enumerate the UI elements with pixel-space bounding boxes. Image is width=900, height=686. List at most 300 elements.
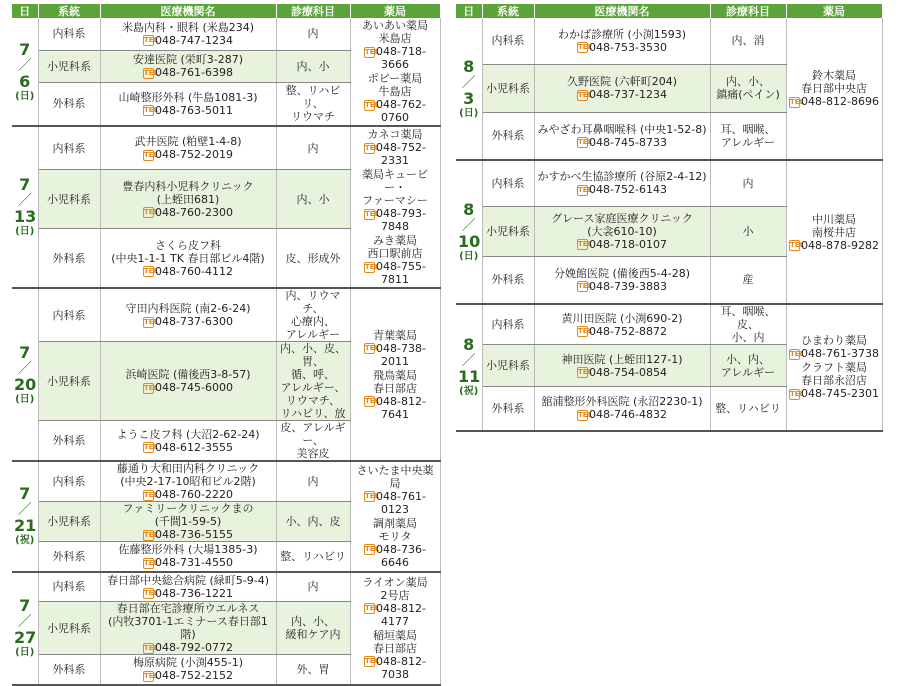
date-slash: ／	[17, 193, 32, 209]
pharmacy-name: クラフト薬局 春日部永沼店	[801, 361, 867, 388]
pharmacy-entry	[789, 69, 880, 108]
date-slash: ／	[17, 614, 32, 630]
phone-number: 048-752-8872	[589, 324, 667, 338]
phone-icon: TEL	[790, 97, 805, 106]
subject-cell	[710, 256, 786, 304]
hospital-name: みやざわ耳鼻咽喉科 (中央1-52-8)	[537, 122, 707, 136]
pharmacy-cell	[350, 288, 440, 461]
pharmacy-phone	[353, 98, 438, 124]
hospital-phone	[103, 441, 274, 454]
phone-icon: TEL	[578, 90, 593, 99]
subject-cell	[276, 82, 350, 126]
date-weekday: (祝)	[459, 386, 479, 398]
pharmacy-entry	[353, 128, 438, 167]
hospital-phone	[103, 641, 274, 654]
hospital-phone	[103, 34, 274, 47]
phone-number: 048-812-7038	[376, 654, 426, 681]
schedule-table-right	[456, 4, 883, 432]
table-row	[12, 461, 440, 502]
pharmacy-cell	[350, 18, 440, 126]
dept-cell: 外科系	[38, 421, 100, 462]
subject-text: 産	[742, 273, 754, 287]
pharmacy-name: ポピー薬局 牛島店	[367, 72, 423, 98]
date-cell	[12, 18, 38, 126]
dept-cell: 内科系	[38, 126, 100, 170]
subject-text: 内	[307, 27, 319, 41]
subject-cell	[276, 502, 350, 542]
hospital-name: 武井医院 (粕壁1-4-8)	[134, 135, 242, 149]
hospital-name: 黄川田医院 (小渕690-2)	[561, 311, 683, 325]
subject-text: 内、小	[296, 192, 330, 206]
subject-text: 内、小、 緩和ケア内	[285, 615, 341, 641]
hospital-name: 守田内科医院 (南2-6-24)	[125, 302, 251, 315]
subject-cell	[276, 342, 350, 421]
pharmacy-cell	[786, 18, 882, 160]
pharmacy-cell	[350, 126, 440, 288]
phone-number: 048-752-2331	[376, 141, 426, 167]
subject-cell	[710, 345, 786, 387]
pharmacy-name: 中川薬局 南桜井店	[812, 212, 856, 239]
dept-cell: 内科系	[482, 304, 534, 345]
phone-number: 048-761-6398	[155, 66, 233, 80]
hospital-phone	[103, 148, 274, 161]
date-month: 7	[19, 39, 31, 59]
date-cell	[456, 304, 482, 431]
header-subject: 診療科目	[276, 4, 350, 18]
hospital-name: 豊春内科小児科クリニック (上蛭田681)	[122, 179, 254, 206]
table-row	[12, 126, 440, 170]
dept-cell: 小児科系	[38, 502, 100, 542]
phone-icon: TEL	[578, 410, 593, 419]
phone-number: 048-763-5011	[155, 103, 233, 117]
hospital-phone	[103, 488, 274, 501]
dept-cell: 小児科系	[38, 170, 100, 229]
subject-text: 内、小、 鎮痛(ペイン)	[716, 75, 780, 101]
phone-number: 048-753-3530	[589, 40, 667, 54]
phone-icon: TEL	[144, 36, 159, 45]
pharmacy-cell	[350, 461, 440, 572]
date-weekday: (日)	[459, 107, 479, 119]
hospital-cell	[100, 229, 276, 288]
pharmacy-phone	[353, 260, 438, 286]
subject-text: 皮、形成外	[285, 251, 341, 265]
hospital-cell	[534, 387, 710, 431]
phone-icon: TEL	[144, 383, 159, 392]
table-row	[456, 18, 882, 64]
phone-icon: TEL	[578, 368, 593, 376]
pharmacy-entry	[353, 369, 438, 421]
phone-number: 048-812-7641	[376, 394, 426, 421]
hospital-cell	[534, 345, 710, 387]
hospital-name: グレース家庭医療クリニック (大衾610-10)	[551, 211, 693, 238]
schedule-table-left	[12, 4, 441, 686]
hospital-cell	[100, 502, 276, 542]
pharmacy-name: カネコ薬局	[367, 128, 423, 141]
dept-cell: 小児科系	[38, 602, 100, 655]
hospital-phone	[103, 381, 274, 394]
date-day: 3	[463, 88, 475, 108]
date-weekday: (日)	[15, 226, 35, 237]
phone-icon: TEL	[365, 209, 380, 218]
subject-text: 内、小、皮、胃、 循、呼、 アレルギー、 リウマチ、 リハビリ、放	[280, 342, 346, 420]
phone-number: 048-736-6646	[376, 542, 426, 569]
subject-cell	[276, 126, 350, 170]
hospital-cell	[534, 160, 710, 206]
hospital-phone	[537, 41, 708, 54]
pharmacy-phone	[353, 207, 438, 233]
date-month: 8	[463, 56, 475, 76]
subject-cell	[276, 542, 350, 572]
phone-number: 048-752-2152	[155, 669, 233, 683]
pharmacy-phone	[353, 490, 438, 516]
hospital-name: 舘浦整形外科医院 (永沼2230-1)	[541, 395, 703, 409]
pharmacy-phone	[353, 45, 438, 71]
pharmacy-name: 稲垣薬局 春日部店	[373, 628, 417, 655]
phone-icon: TEL	[144, 643, 159, 652]
pharmacy-name: 飛鳥薬局 春日部店	[373, 368, 417, 395]
subject-cell	[710, 18, 786, 64]
hospital-cell	[100, 421, 276, 462]
subject-text: 小、内、 アレルギー	[720, 352, 776, 379]
phone-icon: TEL	[144, 208, 159, 217]
pharmacy-name: ライオン薬局 2号店	[362, 575, 428, 602]
date-slash: ／	[461, 74, 476, 91]
hospital-name: さくら皮フ科 (中央1-1-1 TK 春日部ビル4階)	[111, 238, 265, 265]
date-day: 13	[14, 207, 37, 226]
subject-cell	[276, 655, 350, 685]
date-cell	[12, 126, 38, 288]
table-header	[12, 4, 440, 18]
table-row	[456, 160, 882, 206]
hospital-name: ようこ皮フ科 (大沼2-62-24)	[116, 427, 260, 441]
dept-cell: 小児科系	[38, 50, 100, 82]
hospital-name: 佐藤整形外科 (大場1385-3)	[118, 543, 258, 557]
phone-number: 048-718-3666	[376, 45, 426, 71]
dept-cell: 内科系	[38, 572, 100, 602]
subject-text: 内、消	[731, 34, 765, 48]
phone-number: 048-754-0854	[589, 365, 667, 379]
dept-cell: 外科系	[482, 256, 534, 304]
subject-text: 内	[307, 475, 319, 488]
subject-text: 整、リハビリ	[280, 549, 346, 563]
hospital-name: 梅原病院 (小渕455-1)	[132, 656, 244, 670]
date-month: 7	[19, 596, 31, 615]
subject-cell	[276, 18, 350, 50]
pharmacy-entry	[789, 361, 880, 400]
hospital-phone	[103, 104, 274, 117]
phone-icon: TEL	[790, 389, 805, 398]
phone-number: 048-761-3738	[801, 347, 879, 361]
date-slash: ／	[17, 57, 32, 74]
header-pharmacy: 薬局	[350, 4, 440, 18]
dept-cell: 内科系	[38, 18, 100, 50]
subject-text: 耳、咽喉、皮、 小、内	[720, 305, 776, 344]
hospital-cell	[100, 542, 276, 572]
phone-icon: TEL	[578, 138, 593, 147]
hospital-cell	[534, 112, 710, 160]
phone-icon: TEL	[578, 185, 593, 194]
dept-cell: 外科系	[482, 387, 534, 431]
phone-number: 048-752-6143	[589, 183, 667, 197]
date-cell	[12, 572, 38, 685]
subject-text: 整、リハビリ、 リウマチ	[285, 84, 341, 124]
hospital-phone	[537, 88, 708, 101]
date-day: 10	[458, 232, 481, 251]
subject-cell	[276, 572, 350, 602]
hospital-cell	[100, 50, 276, 82]
hospital-cell	[100, 126, 276, 170]
phone-icon: TEL	[365, 100, 380, 109]
date-slash: ／	[461, 218, 476, 234]
pharmacy-name: 鈴木薬局 春日部中央店	[801, 69, 867, 95]
subject-cell	[710, 304, 786, 345]
phone-icon: TEL	[365, 344, 380, 352]
date-month: 7	[19, 484, 31, 504]
phone-icon: TEL	[790, 349, 805, 358]
subject-cell	[276, 50, 350, 82]
pharmacy-name: 青葉薬局	[373, 328, 417, 342]
dept-cell: 外科系	[38, 229, 100, 288]
pharmacy-name: ひまわり薬局	[801, 334, 867, 348]
hospital-name: ファミリークリニックまの (千間1-59-5)	[122, 502, 254, 528]
date-slash: ／	[17, 502, 32, 519]
dept-cell: 内科系	[38, 461, 100, 502]
hospital-name: かすかべ生協診療所 (谷原2-4-12)	[537, 170, 707, 184]
pharmacy-entry	[353, 168, 438, 233]
subject-cell	[710, 112, 786, 160]
table-row	[12, 572, 440, 602]
phone-icon: TEL	[790, 241, 805, 249]
pharmacy-entry	[353, 464, 438, 516]
pharmacy-name: 薬局キューピー・ ファーマシー	[362, 168, 428, 207]
phone-number: 048-878-9282	[801, 238, 879, 252]
phone-number: 048-745-6000	[155, 381, 233, 394]
hospital-phone	[537, 280, 708, 293]
hospital-cell	[100, 342, 276, 421]
date-weekday: (日)	[15, 393, 35, 405]
hospital-cell	[534, 304, 710, 345]
pharmacy-phone	[353, 141, 438, 167]
pharmacy-phone	[353, 395, 438, 421]
pharmacy-entry	[789, 213, 880, 252]
phone-number: 048-760-4112	[155, 264, 233, 278]
dept-cell: 小児科系	[38, 342, 100, 421]
phone-icon: TEL	[365, 492, 380, 501]
date-weekday: (日)	[15, 647, 35, 658]
hospital-cell	[534, 64, 710, 112]
date-month: 8	[463, 335, 475, 355]
hospital-phone	[537, 238, 708, 251]
subject-text: 内	[307, 141, 319, 155]
phone-number: 048-745-2301	[801, 387, 879, 401]
hospital-phone	[103, 206, 274, 219]
hospital-name: 米島内科・眼科 (米島234)	[121, 20, 255, 34]
pharmacy-entry	[353, 517, 438, 569]
dept-cell: 外科系	[38, 542, 100, 572]
hospital-name: 久野医院 (六軒町204)	[566, 75, 678, 88]
hospital-cell	[100, 655, 276, 685]
phone-icon: TEL	[144, 317, 159, 326]
hospital-phone	[103, 669, 274, 682]
phone-icon: TEL	[365, 397, 380, 405]
phone-icon: TEL	[578, 282, 593, 291]
dept-cell: 内科系	[482, 18, 534, 64]
dept-cell: 外科系	[482, 112, 534, 160]
header-date: 日	[456, 4, 482, 18]
phone-icon: TEL	[144, 267, 159, 276]
subject-text: 皮、アレルギー、 美容皮	[280, 421, 346, 460]
date-day: 11	[458, 367, 481, 387]
dept-cell: 外科系	[38, 82, 100, 126]
pharmacy-phone	[353, 543, 438, 569]
hospital-phone	[103, 315, 274, 328]
phone-icon: TEL	[365, 143, 380, 152]
table-row	[12, 18, 440, 50]
subject-text: 内	[307, 580, 319, 594]
phone-number: 048-745-8733	[589, 135, 667, 149]
hospital-name: 藤通り大和田内科クリニック (中央2-17-10昭和ビル2階)	[116, 462, 260, 488]
pharmacy-phone	[789, 95, 880, 108]
phone-number: 048-612-3555	[155, 440, 233, 454]
hospital-phone	[103, 556, 274, 569]
phone-number: 048-793-7848	[376, 207, 426, 233]
phone-number: 048-755-7811	[376, 260, 426, 286]
header-dept: 系統	[482, 4, 534, 18]
subject-cell	[710, 206, 786, 256]
phone-icon: TEL	[144, 589, 159, 598]
subject-text: 内、リウマチ、 心療内、 アレルギー	[285, 289, 341, 341]
hospital-phone	[103, 587, 274, 600]
pharmacy-cell	[350, 572, 440, 685]
date-weekday: (日)	[15, 90, 35, 102]
date-month: 8	[463, 200, 475, 219]
pharmacy-name: みき薬局 西口駅前店	[367, 234, 423, 260]
pharmacy-name: あいあい薬局 米島店	[362, 19, 428, 45]
phone-icon: TEL	[144, 150, 159, 159]
hospital-cell	[100, 170, 276, 229]
hospital-phone	[103, 528, 274, 541]
phone-number: 048-737-1234	[589, 88, 667, 101]
subject-cell	[710, 160, 786, 206]
header-hospital: 医療機関名	[100, 4, 276, 18]
date-cell	[12, 288, 38, 461]
hospital-phone	[537, 136, 708, 149]
hospital-cell	[534, 256, 710, 304]
subject-cell	[276, 421, 350, 462]
header-subject: 診療科目	[710, 4, 786, 18]
hospital-name: 分娩館医院 (備後西5-4-28)	[553, 266, 690, 280]
hospital-phone	[537, 408, 708, 421]
hospital-name: 神田医院 (上蛭田127-1)	[561, 352, 683, 366]
phone-icon: TEL	[144, 671, 159, 680]
hospital-cell	[100, 18, 276, 50]
hospital-phone	[537, 325, 708, 338]
subject-cell	[710, 387, 786, 431]
phone-icon: TEL	[578, 327, 593, 335]
hospital-phone	[103, 66, 274, 79]
pharmacy-name: 調剤薬局 モリタ	[373, 516, 417, 543]
pharmacy-phone	[353, 342, 438, 368]
phone-icon: TEL	[578, 43, 593, 52]
pharmacy-phone	[353, 655, 438, 681]
phone-number: 048-747-1234	[155, 33, 233, 47]
date-day: 6	[19, 71, 31, 91]
dept-cell: 外科系	[38, 655, 100, 685]
subject-text: 内	[742, 176, 754, 190]
phone-number: 048-760-2300	[155, 205, 233, 219]
phone-number: 048-761-0123	[376, 489, 426, 516]
dept-cell: 内科系	[482, 160, 534, 206]
hospital-name: 安達医院 (栄町3-287)	[132, 53, 244, 67]
pharmacy-entry	[353, 329, 438, 368]
hospital-name: 春日部中央総合病院 (緑町5-9-4)	[106, 573, 269, 587]
hospital-phone	[537, 366, 708, 379]
subject-text: 小	[742, 224, 754, 238]
phone-icon: TEL	[144, 558, 159, 567]
pharmacy-entry	[353, 72, 438, 124]
hospital-name: 山崎整形外科 (牛島1081-3)	[118, 90, 258, 104]
subject-cell	[276, 170, 350, 229]
phone-icon: TEL	[365, 262, 380, 271]
table-row	[12, 288, 440, 342]
phone-icon: TEL	[144, 106, 159, 115]
phone-number: 048-792-0772	[155, 641, 233, 654]
phone-icon: TEL	[365, 545, 380, 554]
phone-icon: TEL	[144, 68, 159, 77]
phone-icon: TEL	[365, 657, 380, 665]
pharmacy-name: さいたま中央薬局	[356, 463, 434, 490]
header-pharmacy: 薬局	[786, 4, 882, 18]
phone-number: 048-738-2011	[376, 341, 426, 368]
subject-cell	[710, 64, 786, 112]
subject-text: 小、内、皮	[285, 515, 341, 528]
subject-text: 内、小	[296, 59, 330, 73]
pharmacy-entry	[353, 576, 438, 628]
date-month: 7	[19, 175, 31, 194]
phone-number: 048-736-1221	[155, 586, 233, 600]
hospital-cell	[100, 461, 276, 502]
subject-text: 外、胃	[296, 662, 330, 676]
table-header	[456, 4, 882, 18]
hospital-cell	[100, 82, 276, 126]
hospital-cell	[100, 288, 276, 342]
hospital-cell	[534, 206, 710, 256]
phone-icon: TEL	[144, 530, 159, 539]
phone-number: 048-762-0760	[376, 98, 426, 124]
date-slash: ／	[17, 360, 32, 377]
pharmacy-entry	[353, 629, 438, 681]
pharmacy-entry	[789, 334, 880, 360]
header-hospital: 医療機関名	[534, 4, 710, 18]
hospital-cell	[100, 602, 276, 655]
date-day: 27	[14, 628, 37, 647]
pharmacy-phone	[789, 347, 880, 360]
pharmacy-phone	[789, 387, 880, 400]
phone-icon: TEL	[365, 604, 380, 612]
hospital-cell	[534, 18, 710, 64]
phone-number: 048-746-4832	[589, 408, 667, 422]
date-day: 21	[14, 516, 37, 536]
phone-number: 048-718-0107	[589, 237, 667, 251]
date-slash: ／	[461, 353, 476, 370]
subject-cell	[276, 288, 350, 342]
pharmacy-cell	[786, 160, 882, 304]
date-month: 7	[19, 342, 31, 362]
phone-icon: TEL	[144, 490, 159, 499]
subject-text: 整、リハビリ	[715, 401, 781, 415]
date-weekday: (祝)	[15, 535, 35, 547]
header-date: 日	[12, 4, 38, 18]
